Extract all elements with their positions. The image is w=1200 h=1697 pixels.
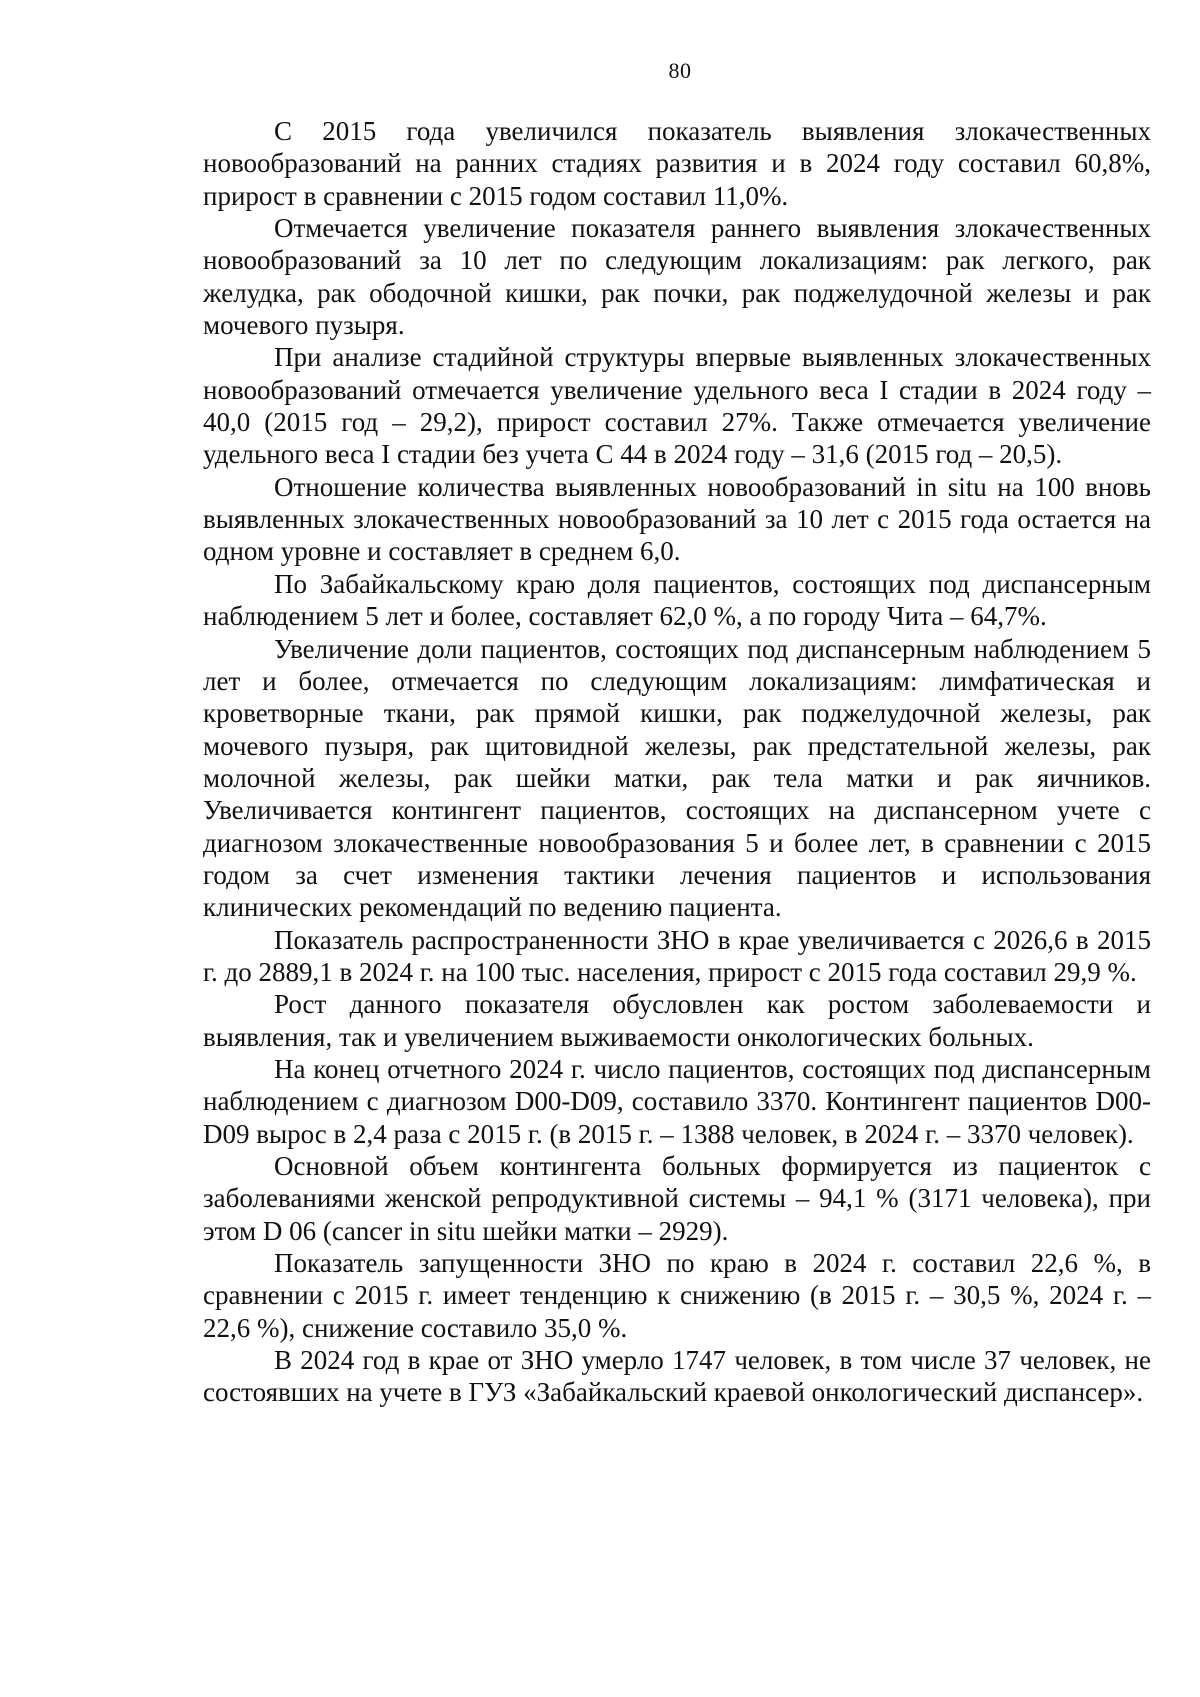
paragraph-neglect-rate: Показатель запущенности ЗНО по краю в 2024 г. составил 22,6 %, в сравнении с 2015 г. имеет тенденцию к снижению (в 2015 г. – 30,5 %, 2024 г. – 22,6 %), снижение составило 35,0 %. (203, 1248, 1151, 1343)
paragraph-prevalence-growth: Рост данного показателя обусловлен как ростом заболеваемости и выявления, так и увеличением выживаемости онкологических больных. (203, 989, 1151, 1052)
paragraph-d00-d09: На конец отчетного 2024 г. число пациентов, состоящих под диспансерным наблюдением с диагнозом D00-D09, составило 3370. Контингент пациентов D00-D09 вырос в 2,4 раза с 2015 г. (в 2015 г. – 1388 человек, в 2024 г. – 3370 человек). (203, 1053, 1151, 1149)
paragraph-reproductive-system: Основной объем контингента больных формируется из пациенток с заболеваниями женской репродуктивной системы – 94,1 % (3171 человека), при этом D 06 (cancer in situ шейки матки – 2929). (203, 1151, 1151, 1246)
paragraph-localizations: Отмечается увеличение показателя раннего выявления злокачественных новообразований за 10 лет по следующим локализациям: рак легкого, рак желудка, рак ободочной кишки, рак почки, рак поджелудочной железы и рак мочевого пузыря. (203, 213, 1151, 341)
document-body (203, 115, 1151, 1409)
paragraph-prevalence: Показатель распространенности ЗНО в крае увеличивается с 2026,6 в 2015 г. до 2889,1 в 2024 г. на 100 тыс. населения, прирост с 2015 года составил 29,9 %. (203, 924, 1151, 987)
paragraph-stage-structure: При анализе стадийной структуры впервые выявленных злокачественных новообразований отмечается увеличение удельного веса I стадии в 2024 году – 40,0 (2015 год – 29,2), прирост составил 27%. Также отмечается увеличение удельного веса I стадии без учета С 44 в 2024 году – 31,6 (2015 год – 20,5). (203, 342, 1151, 470)
paragraph-early-detection: С 2015 года увеличился показатель выявления злокачественных новообразований на ранних стадиях развития и в 2024 году составил 60,8%, прирост в сравнении с 2015 годом составил 11,0%. (203, 116, 1151, 211)
paragraph-mortality: В 2024 год в крае от ЗНО умерло 1747 человек, в том числе 37 человек, не состоявших на учете в ГУЗ «Забайкальский краевой онкологический диспансер». (203, 1345, 1151, 1408)
paragraph-dispensary-share: По Забайкальскому краю доля пациентов, состоящих под диспансерным наблюдением 5 лет и более, составляет 62,0 %, а по городу Чита – 64,7%. (203, 568, 1151, 632)
paragraph-in-situ-ratio: Отношение количества выявленных новообразований in situ на 100 вновь выявленных злокачественных новообразований за 10 лет с 2015 года остается на одном уровне и составляет в среднем 6,0. (203, 471, 1151, 567)
paragraph-dispensary-localizations: Увеличение доли пациентов, состоящих под диспансерным наблюдением 5 лет и более, отмечается по следующим локализациям: лимфатическая и кроветворные ткани, рак прямой кишки, рак поджелудочной железы, рак мочевого пузыря, рак щитовидной железы, рак предстательной железы, рак молочной железы, рак шейки матки, рак тела матки и рак яичников. Увеличивается контингент пациентов, состоящих на диспансерном учете с диагнозом злокачественные новообразования 5 и более лет, в сравнении с 2015 годом за счет изменения тактики лечения пациентов и использования клинических рекомендаций по ведению пациента. (203, 633, 1151, 923)
page-number: 80 (668, 58, 692, 83)
